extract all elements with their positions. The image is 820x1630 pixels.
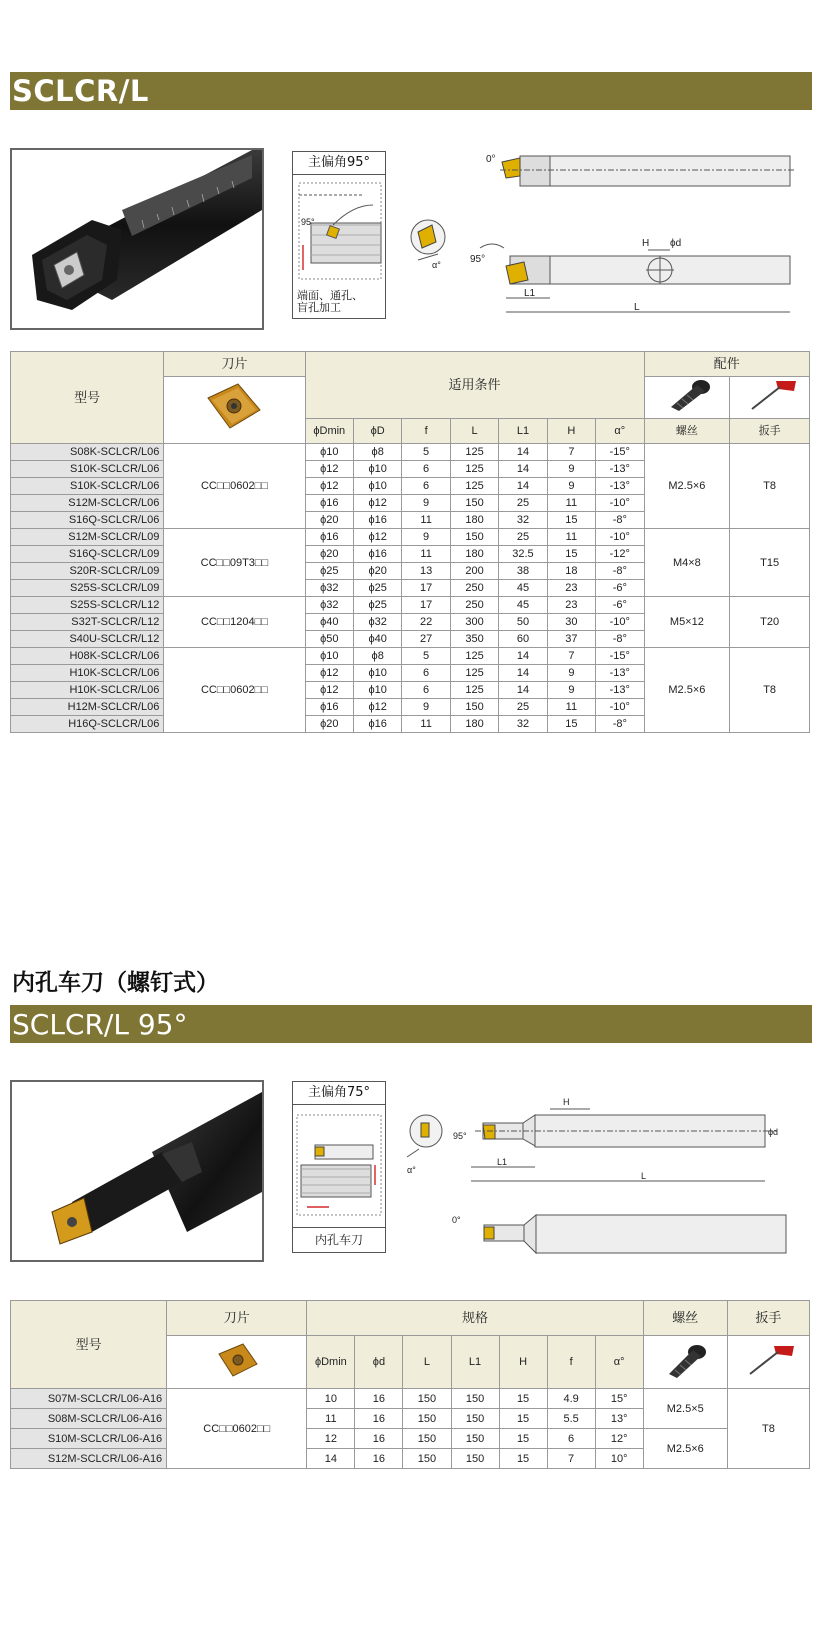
section2-title: SCLCR/L 95° (12, 1008, 188, 1041)
value-cell: ϕ10 (305, 444, 353, 461)
section1-box-angle95: 95° (301, 217, 315, 227)
value-cell: 17 (402, 597, 450, 614)
value-cell: 10 (307, 1389, 355, 1409)
value-cell: ϕ16 (353, 716, 401, 733)
section1-tool-drawing-side (470, 236, 800, 326)
t1-wrench-header: 扳手 (730, 419, 810, 444)
screw-icon (655, 1340, 715, 1380)
wrench-cell: T8 (730, 648, 810, 733)
t2-screw-image (643, 1336, 727, 1389)
caption-line-1: 端面、通孔、 (297, 289, 363, 302)
side-phid: ϕd (670, 238, 682, 249)
t1-col-header: H (547, 419, 595, 444)
value-cell: ϕ8 (353, 444, 401, 461)
t1-screw-header: 螺丝 (644, 419, 730, 444)
model-cell: S10K-SCLCR/L06 (11, 461, 164, 478)
value-cell: 22 (402, 614, 450, 631)
value-cell: 125 (450, 648, 498, 665)
s2-alpha: α° (407, 1165, 416, 1175)
value-cell: 16 (355, 1429, 403, 1449)
value-cell: 45 (499, 597, 547, 614)
value-cell: 6 (402, 478, 450, 495)
value-cell: 25 (499, 699, 547, 716)
s2-H: H (563, 1097, 570, 1107)
value-cell: 9 (547, 682, 595, 699)
value-cell: ϕ32 (305, 580, 353, 597)
value-cell: 14 (499, 665, 547, 682)
value-cell: -15° (596, 444, 644, 461)
t1-col-header: α° (596, 419, 644, 444)
value-cell: 150 (451, 1429, 499, 1449)
s2-angle0: 0° (452, 1215, 461, 1225)
model-cell: S25S-SCLCR/L12 (11, 597, 164, 614)
value-cell: 15 (499, 1389, 547, 1409)
value-cell: -8° (596, 563, 644, 580)
value-cell: 150 (451, 1389, 499, 1409)
value-cell: ϕ10 (353, 682, 401, 699)
value-cell: 5.5 (547, 1409, 595, 1429)
t1-col-header: ϕD (353, 419, 401, 444)
value-cell: 200 (450, 563, 498, 580)
value-cell: 27 (402, 631, 450, 648)
t2-spec-header: 规格 (307, 1301, 643, 1336)
value-cell: 30 (547, 614, 595, 631)
value-cell: ϕ12 (305, 682, 353, 699)
t1-conditions-header: 适用条件 (305, 352, 644, 419)
value-cell: -10° (596, 495, 644, 512)
value-cell: 32 (499, 716, 547, 733)
t2-wrench-image (727, 1336, 809, 1389)
value-cell: ϕ12 (305, 665, 353, 682)
value-cell: ϕ20 (305, 716, 353, 733)
insert-icon (194, 380, 274, 436)
value-cell: 300 (450, 614, 498, 631)
value-cell: 14 (499, 444, 547, 461)
value-cell: 38 (499, 563, 547, 580)
value-cell: 9 (547, 478, 595, 495)
value-cell: -13° (596, 665, 644, 682)
side-L1: L1 (524, 288, 536, 299)
model-cell: S32T-SCLCR/L12 (11, 614, 164, 631)
s2-L1: L1 (497, 1157, 508, 1167)
value-cell: 250 (450, 597, 498, 614)
model-cell: S40U-SCLCR/L12 (11, 631, 164, 648)
model-cell: S07M-SCLCR/L06-A16 (11, 1389, 167, 1409)
value-cell: ϕ50 (305, 631, 353, 648)
value-cell: -8° (596, 631, 644, 648)
value-cell: 37 (547, 631, 595, 648)
t1-col-header: f (402, 419, 450, 444)
section2-tool-drawing-top (405, 1095, 810, 1195)
value-cell: 5 (402, 444, 450, 461)
caption-line-2: 盲孔加工 (297, 301, 341, 314)
value-cell: 23 (547, 597, 595, 614)
t1-model-header: 型号 (11, 352, 164, 444)
value-cell: ϕ12 (353, 699, 401, 716)
value-cell: 60 (499, 631, 547, 648)
model-cell: H12M-SCLCR/L06 (11, 699, 164, 716)
value-cell: 5 (402, 648, 450, 665)
insert-code-cell: CC□□09T3□□ (164, 529, 305, 597)
t2-insert-image (167, 1336, 307, 1389)
value-cell: ϕ16 (353, 512, 401, 529)
table-row (11, 529, 810, 546)
value-cell: 25 (499, 529, 547, 546)
t2-insert-header: 刀片 (167, 1301, 307, 1336)
value-cell: 150 (403, 1409, 451, 1429)
section1-product-photo (10, 148, 264, 330)
screw-icon (657, 377, 717, 413)
t1-wrench-image (730, 377, 810, 419)
section2-title-band (10, 1005, 812, 1043)
value-cell: 15 (547, 546, 595, 563)
wrench-icon (738, 1340, 798, 1380)
model-cell: S10M-SCLCR/L06-A16 (11, 1429, 167, 1449)
screw-cell: M2.5×6 (644, 648, 730, 733)
value-cell: 9 (402, 529, 450, 546)
value-cell: 10° (595, 1449, 643, 1469)
top-angle0: 0° (486, 154, 496, 165)
t2-screw-header: 螺丝 (643, 1301, 727, 1336)
value-cell: 150 (403, 1429, 451, 1449)
value-cell: ϕ25 (353, 580, 401, 597)
value-cell: 12° (595, 1429, 643, 1449)
value-cell: 350 (450, 631, 498, 648)
wrench-cell: T15 (730, 529, 810, 597)
model-cell: S12M-SCLCR/L09 (11, 529, 164, 546)
value-cell: 11 (547, 529, 595, 546)
model-cell: H10K-SCLCR/L06 (11, 665, 164, 682)
value-cell: 14 (499, 478, 547, 495)
section1-title: SCLCR/L (12, 74, 149, 108)
screw-cell: M4×8 (644, 529, 730, 597)
value-cell: 4.9 (547, 1389, 595, 1409)
screw-cell: M2.5×6 (643, 1429, 727, 1469)
value-cell: ϕ10 (353, 461, 401, 478)
t2-col-header: α° (595, 1336, 643, 1389)
model-cell: S10K-SCLCR/L06 (11, 478, 164, 495)
value-cell: 125 (450, 444, 498, 461)
value-cell: 125 (450, 478, 498, 495)
model-cell: H10K-SCLCR/L06 (11, 682, 164, 699)
section1-tool-drawing-top (480, 148, 800, 196)
value-cell: 15 (547, 512, 595, 529)
section2-spec-table (10, 1300, 810, 1469)
value-cell: 6 (402, 665, 450, 682)
value-cell: 45 (499, 580, 547, 597)
t1-insert-header: 刀片 (164, 352, 305, 377)
value-cell: 150 (450, 699, 498, 716)
section1-title-band (10, 72, 812, 110)
section1-spec-table (10, 351, 810, 733)
model-cell: H16Q-SCLCR/L06 (11, 716, 164, 733)
value-cell: 13° (595, 1409, 643, 1429)
value-cell: 14 (499, 682, 547, 699)
value-cell: -13° (596, 478, 644, 495)
value-cell: 11 (402, 716, 450, 733)
value-cell: 7 (547, 1449, 595, 1469)
value-cell: -12° (596, 546, 644, 563)
value-cell: ϕ12 (305, 478, 353, 495)
screw-cell: M5×12 (644, 597, 730, 648)
value-cell: 32 (499, 512, 547, 529)
value-cell: ϕ20 (305, 512, 353, 529)
table-row (11, 444, 810, 461)
value-cell: 14 (499, 648, 547, 665)
value-cell: 9 (547, 665, 595, 682)
t1-screw-image (644, 377, 730, 419)
value-cell: 25 (499, 495, 547, 512)
s2-L: L (641, 1171, 647, 1181)
value-cell: 250 (450, 580, 498, 597)
value-cell: 150 (450, 495, 498, 512)
value-cell: 180 (450, 546, 498, 563)
model-cell: S20R-SCLCR/L09 (11, 563, 164, 580)
value-cell: ϕ16 (353, 546, 401, 563)
t2-col-header: H (499, 1336, 547, 1389)
value-cell: -6° (596, 597, 644, 614)
value-cell: -10° (596, 614, 644, 631)
t2-col-header: L (403, 1336, 451, 1389)
value-cell: 9 (547, 461, 595, 478)
wrench-cell: T8 (727, 1389, 809, 1469)
value-cell: -13° (596, 682, 644, 699)
value-cell: 6 (402, 682, 450, 699)
value-cell: ϕ12 (353, 495, 401, 512)
value-cell: 15 (499, 1449, 547, 1469)
s2-angle95: 95° (453, 1131, 467, 1141)
value-cell: ϕ12 (305, 461, 353, 478)
value-cell: ϕ25 (353, 597, 401, 614)
value-cell: 7 (547, 444, 595, 461)
value-cell: 150 (403, 1389, 451, 1409)
value-cell: ϕ10 (353, 665, 401, 682)
section2-heading: 内孔车刀（螺钉式） (12, 970, 219, 996)
section2-angle-label: 主偏角75° (293, 1082, 385, 1105)
section1-angle-box (292, 151, 386, 319)
value-cell: 11 (547, 495, 595, 512)
value-cell: ϕ32 (353, 614, 401, 631)
value-cell: ϕ40 (305, 614, 353, 631)
t1-col-header: ϕDmin (305, 419, 353, 444)
t1-insert-image (164, 377, 305, 444)
value-cell: ϕ8 (353, 648, 401, 665)
value-cell: 150 (403, 1449, 451, 1469)
side-angle95: 95° (470, 254, 486, 265)
value-cell: ϕ16 (305, 699, 353, 716)
value-cell: 125 (450, 682, 498, 699)
value-cell: 16 (355, 1409, 403, 1429)
model-cell: S25S-SCLCR/L09 (11, 580, 164, 597)
value-cell: 7 (547, 648, 595, 665)
value-cell: 150 (451, 1449, 499, 1469)
value-cell: 15° (595, 1389, 643, 1409)
value-cell: 11 (307, 1409, 355, 1429)
value-cell: 125 (450, 461, 498, 478)
t2-col-header: ϕDmin (307, 1336, 355, 1389)
section2-product-photo (10, 1080, 264, 1262)
section2-angle-caption: 内孔车刀 (293, 1227, 385, 1252)
t2-col-header: f (547, 1336, 595, 1389)
t1-col-header: L (450, 419, 498, 444)
value-cell: 11 (402, 512, 450, 529)
model-cell: S12M-SCLCR/L06 (11, 495, 164, 512)
value-cell: 15 (499, 1409, 547, 1429)
section1-angle-label: 主偏角95° (293, 152, 385, 175)
value-cell: 50 (499, 614, 547, 631)
value-cell: 12 (307, 1429, 355, 1449)
insert-code-cell: CC□□1204□□ (164, 597, 305, 648)
side-L: L (634, 302, 640, 313)
value-cell: 150 (450, 529, 498, 546)
value-cell: 16 (355, 1389, 403, 1409)
wrench-cell: T20 (730, 597, 810, 648)
t2-wrench-header: 扳手 (727, 1301, 809, 1336)
section1-angle-caption (293, 288, 367, 316)
model-cell: H08K-SCLCR/L06 (11, 648, 164, 665)
value-cell: -8° (596, 716, 644, 733)
t1-parts-header: 配件 (644, 352, 809, 377)
screw-cell: M2.5×5 (643, 1389, 727, 1429)
insert-code-cell: CC□□0602□□ (164, 648, 305, 733)
model-cell: S08M-SCLCR/L06-A16 (11, 1409, 167, 1429)
value-cell: 23 (547, 580, 595, 597)
value-cell: 9 (402, 495, 450, 512)
value-cell: ϕ25 (305, 563, 353, 580)
side-H: H (642, 238, 650, 249)
value-cell: 14 (307, 1449, 355, 1469)
s2-phid: ϕd (768, 1127, 779, 1137)
value-cell: 11 (402, 546, 450, 563)
wrench-cell: T8 (730, 444, 810, 529)
value-cell: ϕ40 (353, 631, 401, 648)
model-cell: S08K-SCLCR/L06 (11, 444, 164, 461)
value-cell: 13 (402, 563, 450, 580)
value-cell: 150 (451, 1409, 499, 1429)
value-cell: ϕ10 (305, 648, 353, 665)
value-cell: 32.5 (499, 546, 547, 563)
value-cell: ϕ16 (305, 529, 353, 546)
table-row (11, 1429, 810, 1449)
section2-angle-sketch (293, 1105, 385, 1223)
value-cell: -15° (596, 648, 644, 665)
t2-model-header: 型号 (11, 1301, 167, 1389)
value-cell: 180 (450, 512, 498, 529)
section2-tool-drawing-side (450, 1205, 800, 1261)
value-cell: 9 (402, 699, 450, 716)
value-cell: ϕ32 (305, 597, 353, 614)
model-cell: S16Q-SCLCR/L09 (11, 546, 164, 563)
t1-col-header: L1 (499, 419, 547, 444)
value-cell: 15 (499, 1429, 547, 1449)
table-row (11, 1389, 810, 1409)
t2-col-header: ϕd (355, 1336, 403, 1389)
value-cell: 125 (450, 665, 498, 682)
value-cell: 15 (547, 716, 595, 733)
screw-cell: M2.5×6 (644, 444, 730, 529)
value-cell: 180 (450, 716, 498, 733)
model-cell: S16Q-SCLCR/L06 (11, 512, 164, 529)
value-cell: 11 (547, 699, 595, 716)
value-cell: -6° (596, 580, 644, 597)
insert-icon (207, 1338, 267, 1382)
value-cell: 18 (547, 563, 595, 580)
table-row (11, 648, 810, 665)
model-cell: S12M-SCLCR/L06-A16 (11, 1449, 167, 1469)
section1-insert-sketch (398, 210, 458, 280)
wrench-icon (740, 377, 800, 413)
value-cell: 17 (402, 580, 450, 597)
t2-col-header: L1 (451, 1336, 499, 1389)
insert-code-cell: CC□□0602□□ (167, 1389, 307, 1469)
insert-code-cell: CC□□0602□□ (164, 444, 305, 529)
value-cell: ϕ16 (305, 495, 353, 512)
value-cell: 14 (499, 461, 547, 478)
value-cell: -8° (596, 512, 644, 529)
value-cell: ϕ20 (305, 546, 353, 563)
section1-alpha: α° (432, 260, 441, 270)
section1-angle-sketch (293, 175, 385, 283)
value-cell: 6 (547, 1429, 595, 1449)
value-cell: ϕ20 (353, 563, 401, 580)
value-cell: -13° (596, 461, 644, 478)
value-cell: ϕ10 (353, 478, 401, 495)
section2-angle-box (292, 1081, 386, 1253)
value-cell: 16 (355, 1449, 403, 1469)
value-cell: 6 (402, 461, 450, 478)
table-row (11, 597, 810, 614)
value-cell: -10° (596, 699, 644, 716)
value-cell: -10° (596, 529, 644, 546)
value-cell: ϕ12 (353, 529, 401, 546)
